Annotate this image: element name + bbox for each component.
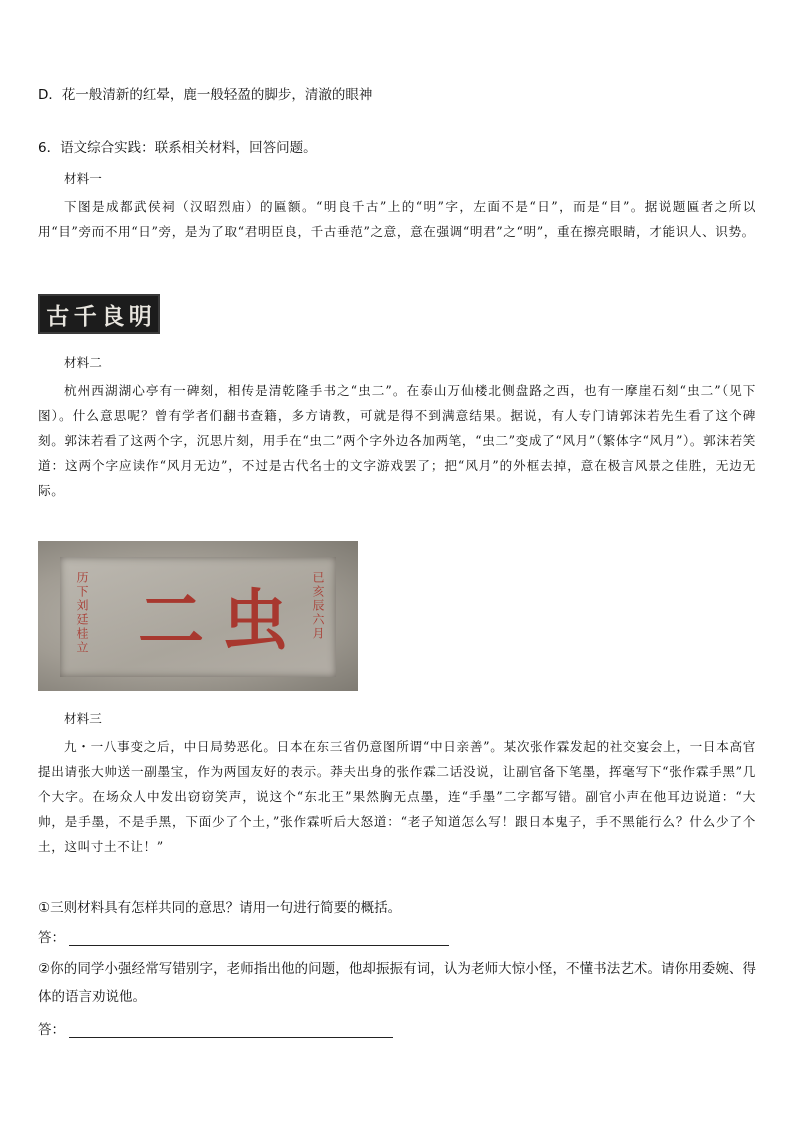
sub-question-2: [38, 955, 756, 1011]
material-1-heading: 材料一: [64, 171, 102, 186]
material-2-text: [38, 378, 756, 503]
answer-blank-2[interactable]: [69, 1023, 393, 1038]
right-inscription: 已亥辰六月: [311, 571, 325, 641]
plaque-char: 明: [128, 302, 152, 330]
carved-char-chong: 虫: [222, 581, 288, 659]
plaque-image: [38, 294, 160, 334]
material-2-paragraph: 杭州西湖湖心亭有一碑刻，相传是清乾隆手书之“虫二”。在泰山万仙楼北侧盘路之西，也有一摩崖石刻“虫二”（见下图）。什么意思呢？曾有学者们翻书查籍，多方请教，可就是得不到满意结果。据说，有人专门请郭沫若先生看了这个碑刻。郭沫若看了这两个字，沉思片刻，用手在“虫二”两个字外边各加两笔，“虫二”变成了“风月”（繁体字“风月”）。郭沫若笑道：这两个字应读作“风月无边”，不过是古代名士的文字游戏罢了；把“风月”的外框去掉，意在极言风景之佳胜，无边无际。: [38, 383, 756, 498]
plaque-char: 古: [46, 302, 70, 330]
material-2-heading: 材料二: [64, 355, 102, 370]
material-3-text: [38, 734, 756, 859]
stone-panel: [60, 557, 336, 677]
question-6: 6．语文综合实践：联系相关材料，回答问题。: [38, 140, 317, 156]
answer-label: 答：: [38, 1022, 65, 1038]
left-inscription: 历下刘廷桂立: [75, 571, 89, 655]
answer-label: 答：: [38, 930, 65, 946]
answer-blank-1[interactable]: [69, 931, 449, 946]
answer-row-1: [38, 926, 449, 946]
sub-question-2-text: ②你的同学小强经常写错别字，老师指出他的问题，他却振振有词，认为老师大惊小怪，不懂书法艺术。请你用委婉、得体的语言劝说他。: [38, 961, 756, 1005]
plaque-char: 良: [101, 302, 125, 330]
carved-char-er: 二: [138, 581, 204, 659]
material-1-paragraph: 下图是成都武侯祠（汉昭烈庙）的匾额。“明良千古”上的“明”字，左面不是“日”，而是“目”。据说题匾者之所以用“目”旁而不用“日”旁，是为了取“君明臣良，千古垂范”之意，意在强调“明君”之“明”，重在擦亮眼睛，才能识人、识势。: [38, 199, 756, 239]
answer-row-2: [38, 1018, 393, 1038]
material-3-heading: 材料三: [64, 711, 102, 726]
material-1-text: [38, 194, 756, 244]
plaque-char: 千: [73, 302, 97, 330]
material-3-paragraph: 九・一八事变之后，中日局势恶化。日本在东三省仍意图所谓“中日亲善”。某次张作霖发起的社交宴会上，一日本高官提出请张大帅送一副墨宝，作为两国友好的表示。莽夫出身的张作霖二话没说，让副官备下笔墨，挥毫写下“张作霖手黑”几个大字。在场众人中发出窃窃笑声，说这个“东北王”果然胸无点墨，连“手墨”二字都写错。副官小声在他耳边说道：“大帅，是手墨，不是手黑，下面少了个土，”张作霖听后大怒道：“老子知道怎么写！跟日本鬼子，手不黑能行么？什么少了个土，这叫寸土不让！”: [38, 739, 756, 854]
stone-carving-image: [38, 541, 358, 691]
sub-question-1: ①三则材料具有怎样共同的意思？请用一句进行简要的概括。: [38, 900, 402, 916]
option-d: D．花一般清新的红晕，鹿一般轻盈的脚步，清澈的眼神: [38, 87, 373, 103]
